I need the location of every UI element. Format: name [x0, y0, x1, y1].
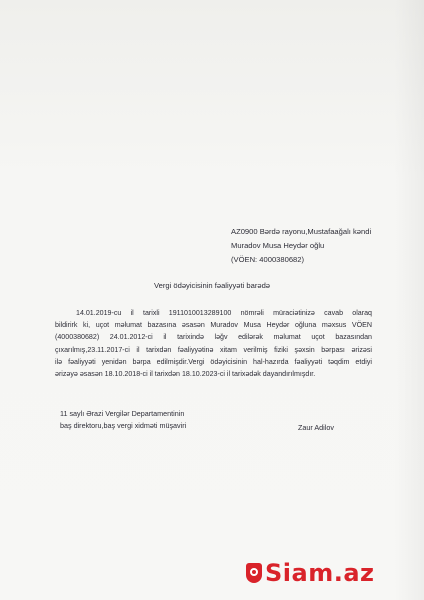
body-line: çıxarılmış,23.11.2017-ci il tarixdən fəaliyyətinə xitam verilmiş fiziki şəxsin bərpası ərizəsi	[55, 345, 372, 354]
letter-subject: Vergi ödəyicisinin fəaliyyəti barədə	[153, 281, 271, 290]
body-line: 14.01.2019-cu il tarixli 1911010013289100 nömrəli müraciətinizə cavab olaraq	[76, 309, 372, 317]
recipient-address	[231, 225, 371, 267]
signatory-title	[60, 408, 186, 432]
body-line: bildirirk ki, uçot məlumat bazasına əsasən Muradov Musa Heydər oğluna məxsus VÖEN	[55, 321, 372, 330]
body-line: ərizəyə əsasən 18.10.2018-ci il tarixdən 18.10.2023-ci il tarixədək dayandırılmışdır.	[55, 369, 316, 378]
signatory-name: Zaur Adilov	[298, 423, 334, 432]
watermark-logo-icon	[246, 563, 262, 583]
watermark-text: Siam.az	[265, 559, 375, 587]
address-line-2: Muradov Musa Heydər oğlu	[231, 241, 325, 250]
address-line-1: AZ0900 Bərdə rayonu,Mustafaağalı kəndi	[231, 227, 372, 236]
signatory-org-line-1: 11 saylı Ərazi Vergilər Departamentinin	[60, 409, 185, 418]
body-line: (4000380682) 24.01.2012-ci il tarixində ləğv edilərək məlumat uçot bazasından	[55, 333, 372, 342]
letter-body	[55, 307, 372, 380]
scan-edge-shadow	[394, 0, 424, 600]
signatory-org-line-2: baş direktoru,baş vergi xidməti müşaviri	[60, 421, 187, 430]
site-watermark	[246, 560, 375, 586]
body-line: ilə fəaliyyəti yenidən bərpa edilmişdir.Vergi ödəyicisinin hal-hazırda fəaliyyəti təqdim etdiyi	[55, 357, 372, 366]
address-line-3: (VÖEN: 4000380682)	[231, 255, 305, 264]
